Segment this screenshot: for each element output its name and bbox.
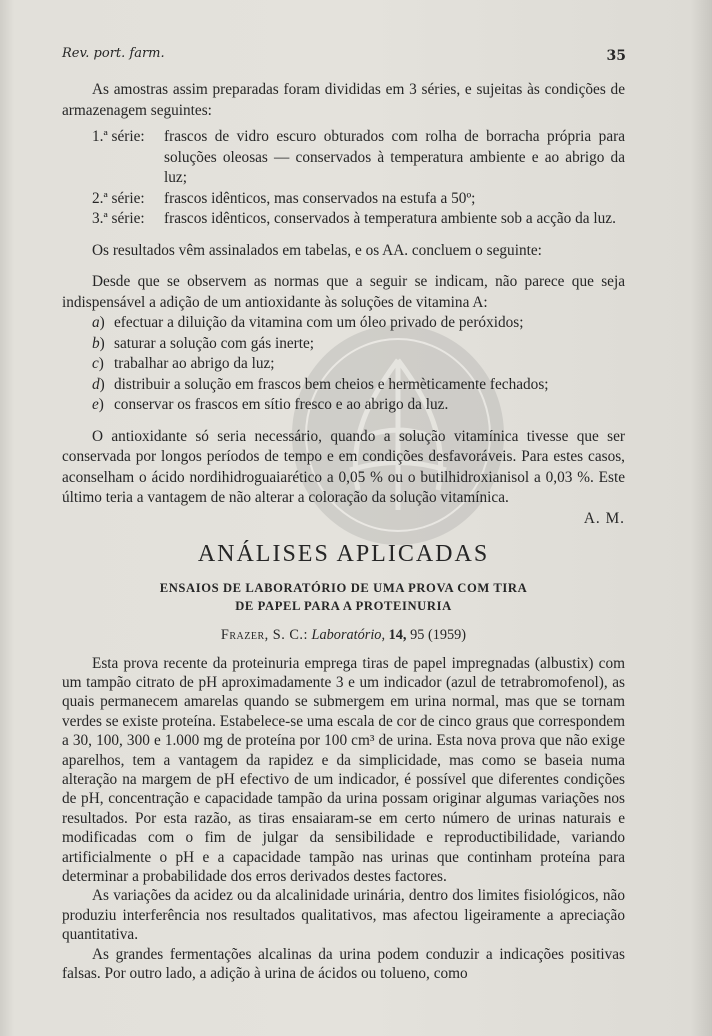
- item-letter: a: [92, 314, 100, 331]
- conclusion-item: e) conservar os frascos em sítio fresco e ao abrigo da luz.: [92, 395, 625, 416]
- article-title-line: ENSAIOS DE LABORATÓRIO DE UMA PROVA COM TIRA: [159, 581, 528, 595]
- conclusion-intro: Desde que se observem as normas que a seguir se indicam, não parece que seja indispensável a adição de um antioxidante às soluções de vitamina A:: [62, 273, 625, 311]
- page-number: 35: [606, 48, 626, 64]
- author-signature: A. M.: [583, 509, 625, 527]
- citation: [62, 625, 625, 646]
- series-item: [92, 127, 625, 189]
- page-content: [62, 80, 625, 983]
- item-text: efectuar a diluição da vitamina com um óleo privado de peróxidos;: [114, 314, 524, 331]
- item-text: conservar os frascos em sítio fresco e ao abrigo da luz.: [114, 396, 449, 413]
- series-text: frascos idênticos, conservados à temperatura ambiente sob a acção da luz.: [164, 210, 616, 227]
- body-paragraph: As variações da acidez ou da alcalinidade urinária, dentro dos limites fisiológicos, não produziu interferência nos resultados qualitativos, mas afectou ligeiramente a apreciação quantitativa.: [62, 887, 625, 944]
- conclusion-item: c) trabalhar ao abrigo da luz;: [92, 354, 625, 375]
- item-letter: d: [92, 375, 100, 393]
- citation-journal: Laboratório,: [311, 627, 386, 643]
- item-text: saturar a solução com gás inerte;: [114, 334, 315, 352]
- series-text: frascos idênticos, mas conservados na estufa a 50º;: [164, 189, 476, 207]
- citation-pages: 95 (1959): [410, 627, 467, 643]
- series-label: 2.ª série:: [92, 189, 145, 207]
- conclusion-item: d) distribuir a solução em frascos bem cheios e hermèticamente fechados;: [92, 375, 625, 396]
- item-text: distribuir a solução em frascos bem cheios e hermèticamente fechados;: [114, 375, 549, 393]
- conclusion-item: a) efectuar a diluição da vitamina com um óleo privado de peróxidos;: [92, 313, 625, 334]
- article-title: [62, 579, 625, 615]
- page-header: [62, 46, 626, 64]
- item-text: trabalhar ao abrigo da luz;: [114, 355, 275, 372]
- antioxidant-paragraph: O antioxidante só seria necessário, quando a solução vitamínica tivesse que ser conservada por longos períodos de tempo e em condições desfavoráveis. Para estes casos, aconselham o ácido nordihidroguaiarético a 0,05 % ou o butilhidroxianisol a 0,03 %. Este último teria a vantagem de não alterar a coloração da solução vitamínica.: [62, 427, 625, 506]
- section-title: ANÁLISES APLICADAS: [197, 541, 490, 567]
- series-item: [92, 209, 625, 230]
- series-item: [92, 189, 625, 210]
- series-label: 3.ª série:: [92, 210, 145, 227]
- citation-volume: 14,: [388, 627, 407, 643]
- results-paragraph: Os resultados vêm assinalados em tabelas, e os AA. concluem o seguinte:: [92, 241, 542, 259]
- series-label: 1.ª série:: [92, 128, 145, 145]
- conclusion-item: b) saturar a solução com gás inerte;: [92, 334, 625, 355]
- citation-author: Frazer, S. C.:: [220, 627, 308, 643]
- item-letter: e: [92, 396, 99, 413]
- series-text: frascos de vidro escuro obturados com rolha de borracha própria para soluções oleosas — conservados à temperatura ambiente e ao abrigo da luz;: [164, 128, 625, 186]
- item-letter: b: [92, 334, 100, 352]
- body-paragraph: As grandes fermentações alcalinas da urina podem conduzir a indicações positivas falsas. Por outro lado, a adição à urina de ácidos ou tolueno, como: [62, 945, 625, 982]
- journal-name: Rev. port. farm.: [62, 46, 165, 61]
- intro-paragraph: As amostras assim preparadas foram divididas em 3 séries, e sujeitas às condições de armazenagem seguintes:: [62, 81, 625, 119]
- item-letter: c: [92, 355, 99, 372]
- body-paragraph: Esta prova recente da proteinuria emprega tiras de papel impregnadas (albustix) com um tampão citrato de pH aproximadamente 3 e um indicador (azul de tetrabromofenol), as quais permanecem amarelas quando se submergem em urina normal, mas que se tornam verdes se existe proteína. Estabelece-se uma escala de cor de cinco graus que correspondem a 30, 100, 300 e 1.000 mg de proteína por 100 cm³ de urina. Esta nova prova que não exige aparelhos, tem a vantagem da rapidez e da simplicidade, mas como se baseia numa alteração na margem de pH efectivo de um indicador, é possível que diferentes condições de pH, concentração e capacidade tampão da urina possam originar algumas variações nos resultados. Por esta razão, as tiras ensaiaram-se em certo número de urinas naturais e modificadas com o fim de julgar da sensibilidade e reproductibilidade, variando artificialmente o pH e a capacidade tampão nas urinas que continham proteína para determinar a probabilidade dos erros derivados destes factores.: [62, 654, 625, 885]
- article-body: [62, 654, 625, 984]
- article-title-line: DE PAPEL PARA A PROTEINURIA: [235, 599, 452, 613]
